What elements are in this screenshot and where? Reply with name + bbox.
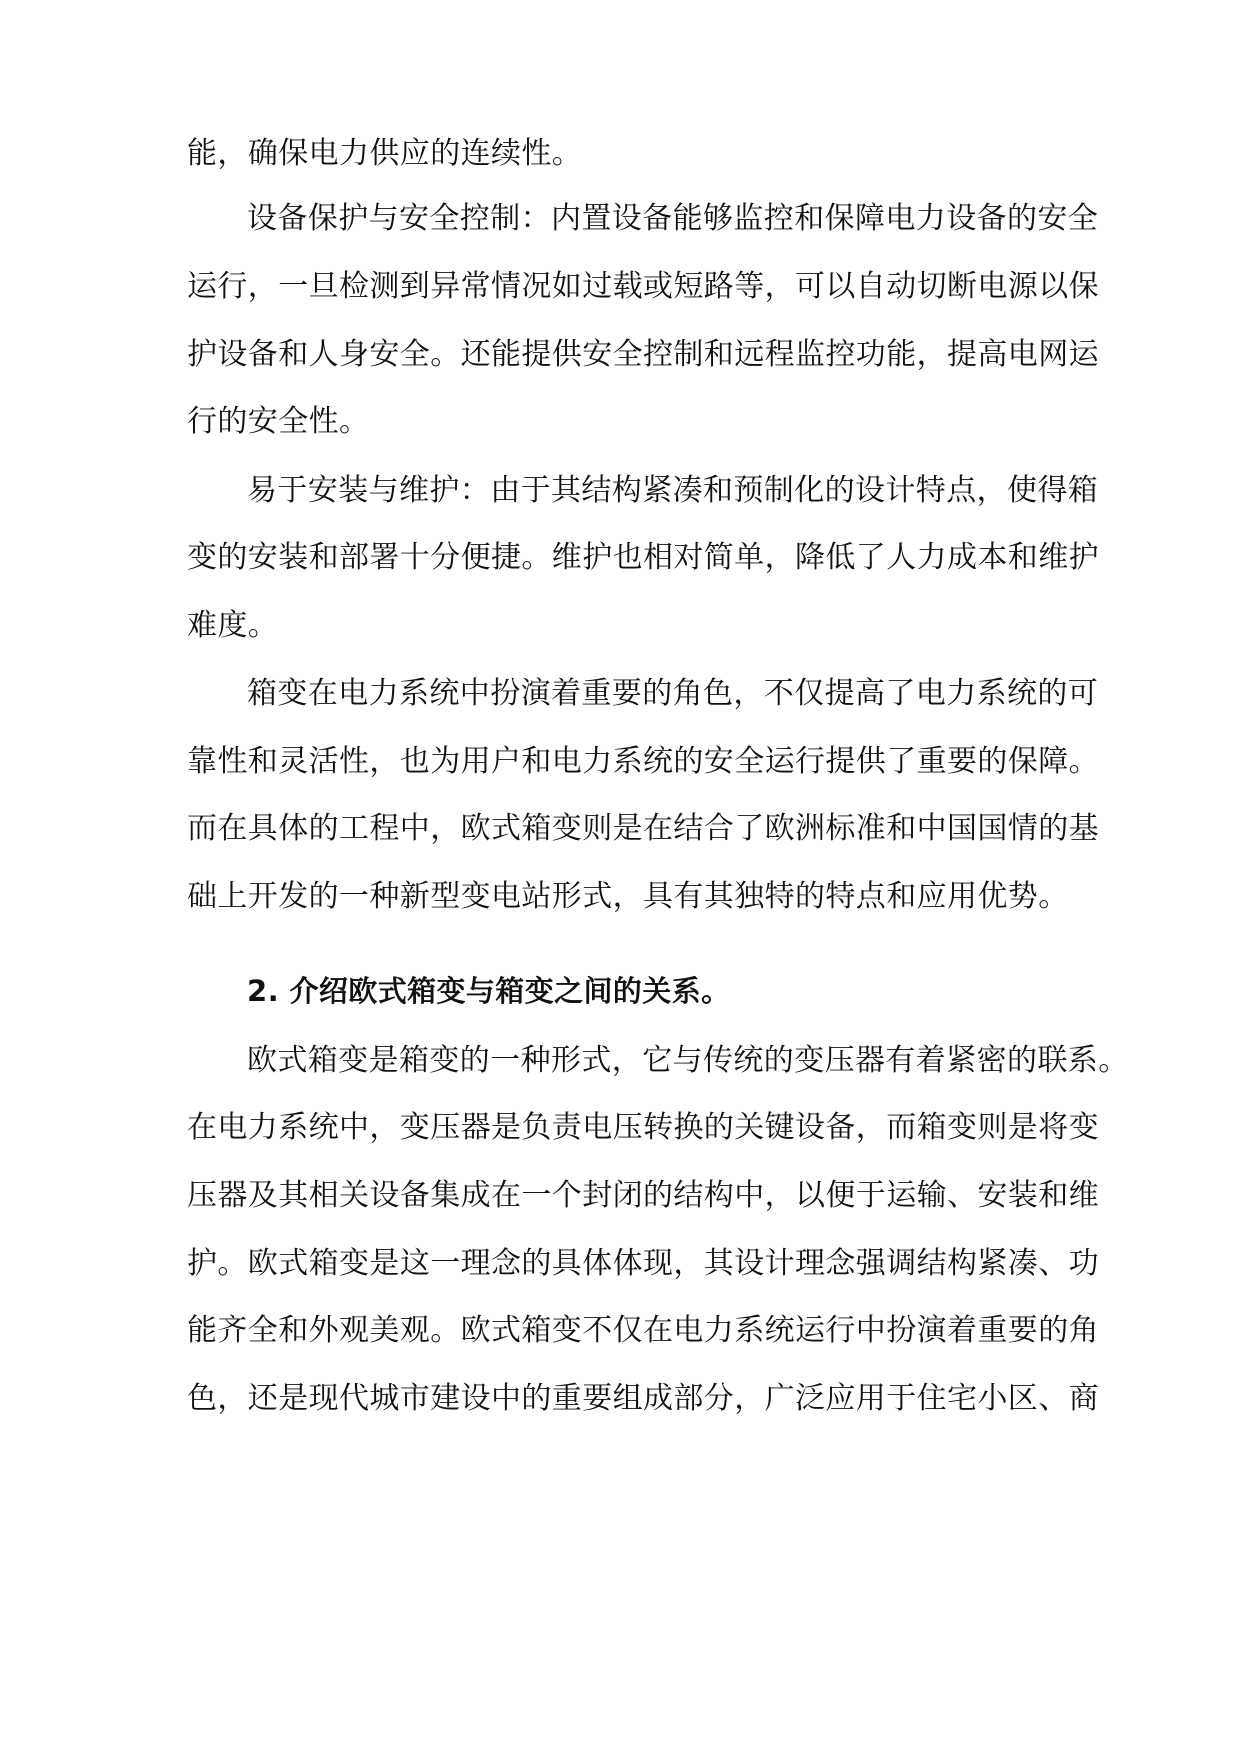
text-line: 能，确保电力供应的连续性。 — [187, 136, 583, 171]
text-line: 础上开发的一种新型变电站形式，具有其独特的特点和应用优势。 — [187, 879, 1069, 914]
text-line: 而在具体的工程中，欧式箱变则是在结合了欧洲标准和中国国情的基 — [187, 811, 1099, 846]
text-line: 难度。 — [187, 608, 279, 643]
text-line: 设备保护与安全控制：内置设备能够监控和保障电力设备的安全 — [247, 201, 1099, 236]
text-line: 护。欧式箱变是这一理念的具体体现，其设计理念强调结构紧凑、功 — [187, 1246, 1099, 1281]
text-line: 易于安装与维护：由于其结构紧凑和预制化的设计特点，使得箱 — [247, 473, 1099, 508]
text-line: 在电力系统中，变压器是负责电压转换的关键设备，而箱变则是将变 — [187, 1110, 1099, 1145]
text-line: 变的安装和部署十分便捷。维护也相对简单，降低了人力成本和维护 — [187, 540, 1099, 575]
text-line: 运行，一旦检测到异常情况如过载或短路等，可以自动切断电源以保 — [187, 269, 1099, 304]
text-line: 欧式箱变是箱变的一种形式，它与传统的变压器有着紧密的联系。 — [247, 1043, 1129, 1078]
text-line: 压器及其相关设备集成在一个封闭的结构中，以便于运输、安装和维 — [187, 1178, 1099, 1213]
text-line: 行的安全性。 — [187, 404, 370, 439]
text-line: 能齐全和外观美观。欧式箱变不仅在电力系统运行中扮演着重要的角 — [187, 1313, 1099, 1348]
text-line: 靠性和灵活性，也为用户和电力系统的安全运行提供了重要的保障。 — [187, 744, 1099, 779]
text-line: 护设备和人身安全。还能提供安全控制和远程监控功能，提高电网运 — [187, 337, 1099, 372]
section-heading: 2. 介绍欧式箱变与箱变之间的关系。 — [247, 974, 731, 1008]
text-line: 箱变在电力系统中扮演着重要的角色，不仅提高了电力系统的可 — [247, 676, 1099, 711]
text-line: 色，还是现代城市建设中的重要组成部分，广泛应用于住宅小区、商 — [187, 1381, 1099, 1416]
